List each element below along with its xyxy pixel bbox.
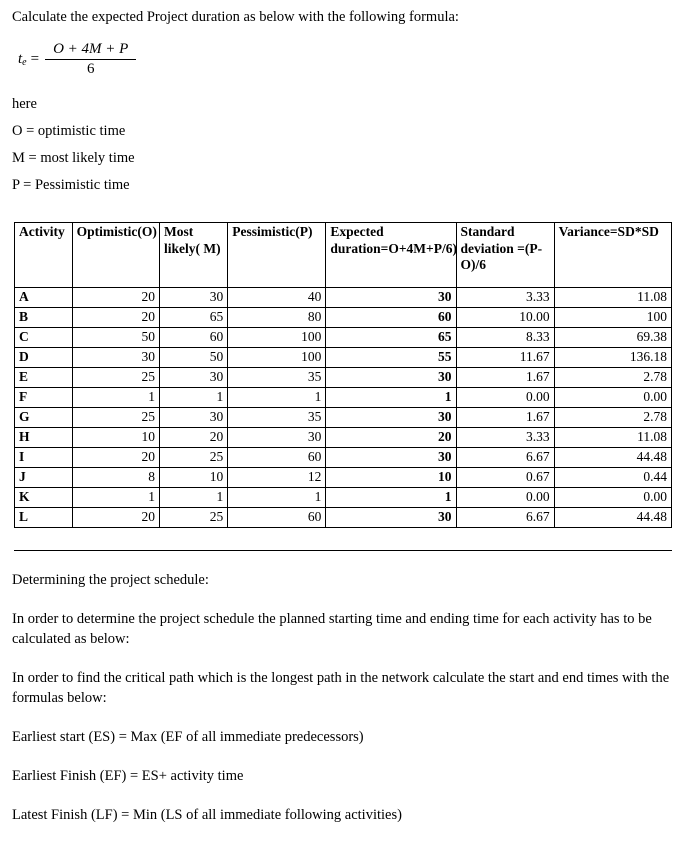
column-header-standard-deviation: Standard deviation =(P-O)/6	[456, 222, 554, 287]
cell-most-likely: 20	[160, 427, 228, 447]
cell-pessimistic: 1	[228, 387, 326, 407]
table-row	[15, 367, 672, 387]
cell-activity: G	[15, 407, 73, 427]
column-header-pessimistic: Pessimistic(P)	[228, 222, 326, 287]
cell-most-likely: 60	[160, 327, 228, 347]
table-row	[15, 487, 672, 507]
column-header-expected-duration: Expected duration=O+4M+P/6)	[326, 222, 456, 287]
cell-sd: 6.67	[456, 447, 554, 467]
cell-variance: 44.48	[554, 507, 671, 527]
schedule-paragraph-1: In order to determine the project schedule the planned starting time and ending time for each activity has to be calculated as below:	[12, 610, 652, 647]
cell-optimistic: 20	[72, 447, 159, 467]
cell-variance: 2.78	[554, 407, 671, 427]
cell-most-likely: 30	[160, 367, 228, 387]
cell-pessimistic: 40	[228, 287, 326, 307]
cell-variance: 100	[554, 307, 671, 327]
cell-sd: 10.00	[456, 307, 554, 327]
cell-optimistic: 10	[72, 427, 159, 447]
cell-variance: 11.08	[554, 427, 671, 447]
cell-activity: A	[15, 287, 73, 307]
table-row	[15, 347, 672, 367]
definition-most-likely: M = most likely time	[12, 149, 135, 166]
cell-activity: K	[15, 487, 73, 507]
definition-optimistic: O = optimistic time	[12, 122, 126, 139]
cell-variance: 0.00	[554, 387, 671, 407]
cell-expected: 65	[326, 327, 456, 347]
cell-expected: 1	[326, 487, 456, 507]
cell-activity: B	[15, 307, 73, 327]
cell-optimistic: 20	[72, 507, 159, 527]
table-row	[15, 447, 672, 467]
cell-optimistic: 1	[72, 487, 159, 507]
formula-variable: t	[18, 51, 23, 68]
cell-sd: 8.33	[456, 327, 554, 347]
cell-expected: 30	[326, 367, 456, 387]
cell-expected: 20	[326, 427, 456, 447]
cell-most-likely: 30	[160, 407, 228, 427]
cell-optimistic: 25	[72, 367, 159, 387]
pert-table	[14, 222, 672, 528]
cell-optimistic: 25	[72, 407, 159, 427]
table-header	[15, 222, 672, 287]
cell-activity: E	[15, 367, 73, 387]
cell-pessimistic: 60	[228, 507, 326, 527]
cell-activity: J	[15, 467, 73, 487]
cell-variance: 2.78	[554, 367, 671, 387]
cell-sd: 3.33	[456, 287, 554, 307]
definition-here: here	[12, 95, 37, 112]
cell-sd: 11.67	[456, 347, 554, 367]
cell-most-likely: 65	[160, 307, 228, 327]
cell-most-likely: 1	[160, 387, 228, 407]
definition-pessimistic: P = Pessimistic time	[12, 176, 130, 193]
cell-sd: 1.67	[456, 367, 554, 387]
cell-sd: 0.00	[456, 387, 554, 407]
cell-optimistic: 50	[72, 327, 159, 347]
formula-denominator: 6	[86, 61, 95, 78]
intro-paragraph: Calculate the expected Project duration as below with the following formula:	[12, 9, 459, 25]
formula-subscript: e	[22, 57, 27, 69]
cell-pessimistic: 80	[228, 307, 326, 327]
table-row	[15, 467, 672, 487]
cell-optimistic: 30	[72, 347, 159, 367]
cell-activity: D	[15, 347, 73, 367]
cell-expected: 1	[326, 387, 456, 407]
definition-list	[12, 88, 674, 196]
cell-optimistic: 20	[72, 287, 159, 307]
formula-fraction	[45, 41, 136, 78]
schedule-heading: Determining the project schedule:	[12, 571, 209, 588]
schedule-section	[12, 551, 674, 825]
cell-expected: 30	[326, 287, 456, 307]
table-header-row	[15, 222, 672, 287]
cell-activity: H	[15, 427, 73, 447]
cell-activity: C	[15, 327, 73, 347]
cell-variance: 0.00	[554, 487, 671, 507]
column-header-optimistic: Optimistic(O)	[72, 222, 159, 287]
cell-most-likely: 10	[160, 467, 228, 487]
cell-activity: I	[15, 447, 73, 467]
cell-variance: 44.48	[554, 447, 671, 467]
cell-activity: F	[15, 387, 73, 407]
cell-most-likely: 25	[160, 447, 228, 467]
cell-expected: 30	[326, 447, 456, 467]
cell-most-likely: 50	[160, 347, 228, 367]
cell-sd: 0.67	[456, 467, 554, 487]
cell-expected: 30	[326, 507, 456, 527]
cell-sd: 6.67	[456, 507, 554, 527]
cell-optimistic: 20	[72, 307, 159, 327]
cell-variance: 0.44	[554, 467, 671, 487]
cell-pessimistic: 100	[228, 347, 326, 367]
table-row	[15, 307, 672, 327]
expected-duration-formula	[18, 38, 674, 82]
cell-pessimistic: 100	[228, 327, 326, 347]
formula-equals: =	[30, 51, 40, 68]
cell-pessimistic: 30	[228, 427, 326, 447]
column-header-activity: Activity	[15, 222, 73, 287]
cell-expected: 10	[326, 467, 456, 487]
cell-activity: L	[15, 507, 73, 527]
formula-left-side	[18, 51, 27, 68]
table-row	[15, 287, 672, 307]
cell-most-likely: 30	[160, 287, 228, 307]
formula-numerator: O + 4M + P	[53, 41, 129, 58]
column-header-most-likely: Most likely( M)	[160, 222, 228, 287]
earliest-start-definition: Earliest start (ES) = Max (EF of all immediate predecessors)	[12, 728, 364, 745]
cell-pessimistic: 60	[228, 447, 326, 467]
cell-expected: 55	[326, 347, 456, 367]
table-row	[15, 407, 672, 427]
cell-variance: 136.18	[554, 347, 671, 367]
cell-pessimistic: 12	[228, 467, 326, 487]
cell-sd: 0.00	[456, 487, 554, 507]
table-row	[15, 507, 672, 527]
latest-finish-definition: Latest Finish (LF) = Min (LS of all immediate following activities)	[12, 806, 402, 823]
cell-pessimistic: 1	[228, 487, 326, 507]
table-row	[15, 427, 672, 447]
schedule-paragraph-2: In order to find the critical path which is the longest path in the network calculate the start and end times with the formulas below:	[12, 669, 670, 706]
cell-pessimistic: 35	[228, 367, 326, 387]
column-header-variance: Variance=SD*SD	[554, 222, 671, 287]
cell-expected: 30	[326, 407, 456, 427]
cell-most-likely: 1	[160, 487, 228, 507]
cell-variance: 69.38	[554, 327, 671, 347]
cell-sd: 3.33	[456, 427, 554, 447]
table-row	[15, 387, 672, 407]
table-row	[15, 327, 672, 347]
cell-most-likely: 25	[160, 507, 228, 527]
cell-optimistic: 8	[72, 467, 159, 487]
cell-sd: 1.67	[456, 407, 554, 427]
cell-expected: 60	[326, 307, 456, 327]
cell-optimistic: 1	[72, 387, 159, 407]
cell-pessimistic: 35	[228, 407, 326, 427]
earliest-finish-definition: Earliest Finish (EF) = ES+ activity time	[12, 767, 244, 784]
table-body	[15, 287, 672, 527]
cell-variance: 11.08	[554, 287, 671, 307]
